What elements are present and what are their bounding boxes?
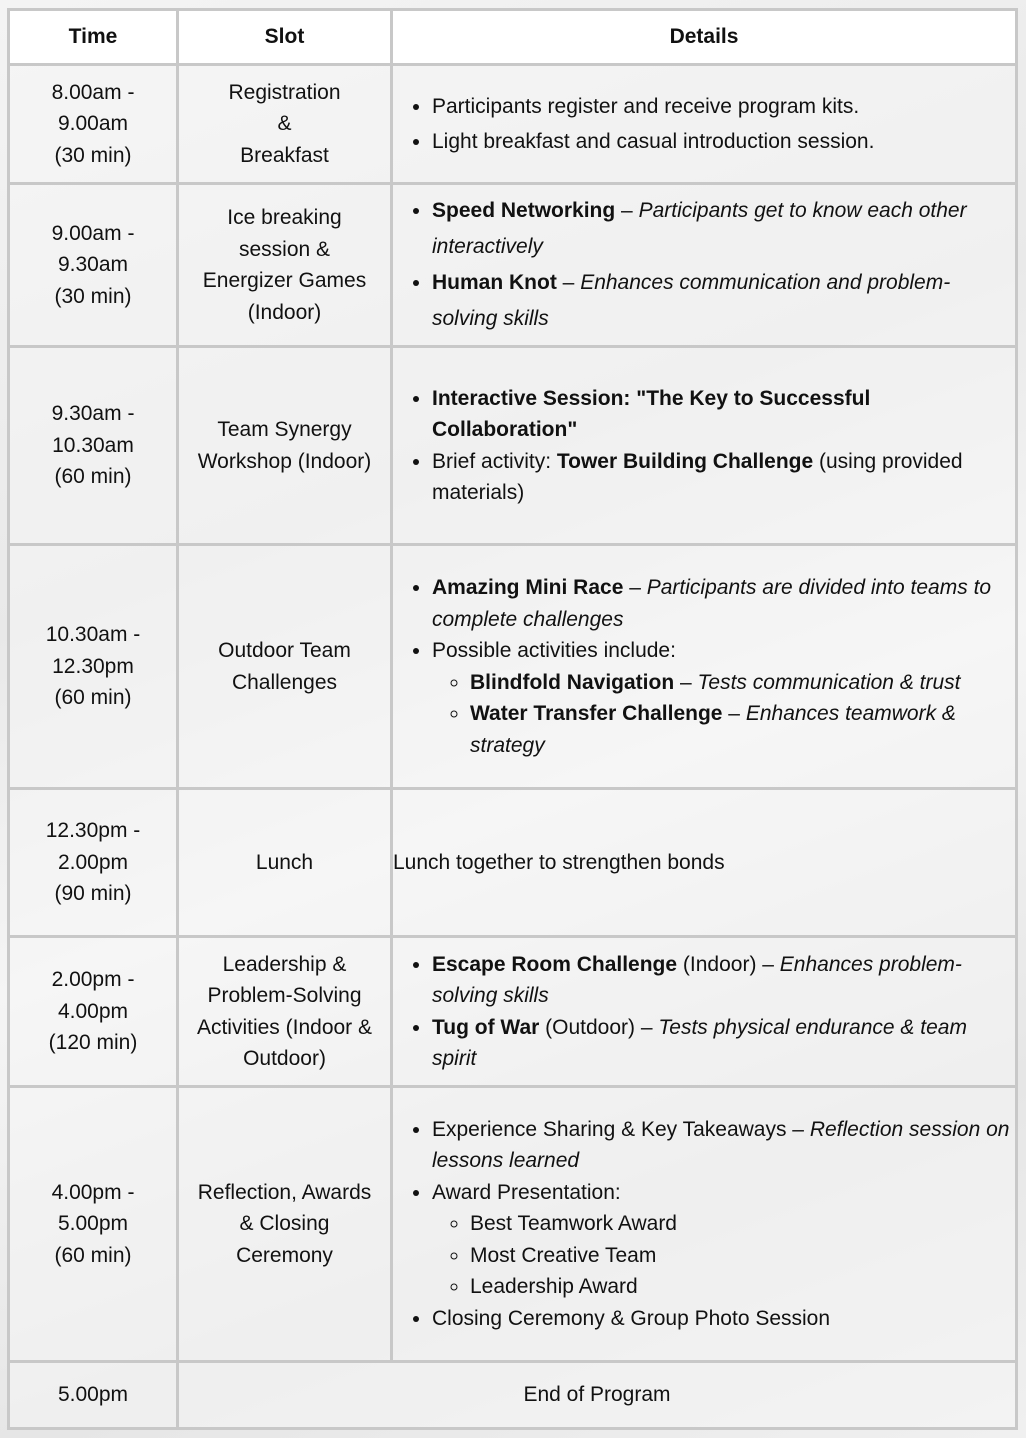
details-cell	[392, 545, 1017, 789]
sub-list	[432, 1208, 1015, 1303]
details-list	[393, 572, 1015, 761]
details-list	[393, 949, 1015, 1075]
time-cell: 10.30am - 12.30pm (60 min)	[9, 545, 178, 789]
details-list	[393, 1114, 1015, 1335]
list-item: • Tug of War (Outdoor) – Tests physical endurance & team spirit	[432, 1012, 1015, 1075]
table-row	[9, 937, 1017, 1087]
list-item: • Amazing Mini Race – Participants are divided into teams to complete challenges	[432, 572, 1015, 635]
list-item: • Brief activity: Tower Building Challenge (using provided materials)	[432, 446, 1015, 509]
schedule-table	[7, 8, 1018, 1430]
table-row	[9, 65, 1017, 184]
header-time: Time	[9, 10, 178, 65]
end-of-program-cell: End of Program	[178, 1362, 1017, 1429]
final-row	[9, 1362, 1017, 1429]
list-item: • Human Knot – Enhances communication and problem-solving skills	[432, 265, 1015, 337]
slot-cell: Ice breaking session & Energizer Games (Indoor)	[178, 184, 392, 347]
slot-cell: Outdoor Team Challenges	[178, 545, 392, 789]
list-item: • Interactive Session: "The Key to Successful Collaboration"	[432, 383, 1015, 446]
list-item: • Experience Sharing & Key Takeaways – Reflection session on lessons learned	[432, 1114, 1015, 1177]
slot-cell: Registration & Breakfast	[178, 65, 392, 184]
slot-cell: Team Synergy Workshop (Indoor)	[178, 347, 392, 545]
table-row	[9, 545, 1017, 789]
time-cell: 4.00pm - 5.00pm (60 min)	[9, 1087, 178, 1362]
header-details: Details	[392, 10, 1017, 65]
details-list	[393, 383, 1015, 509]
details-cell	[392, 937, 1017, 1087]
time-cell: 9.00am - 9.30am (30 min)	[9, 184, 178, 347]
final-time-cell: 5.00pm	[9, 1362, 178, 1429]
table-row	[9, 347, 1017, 545]
table-row	[9, 184, 1017, 347]
details-cell	[392, 347, 1017, 545]
sub-list-item: ◦ Blindfold Navigation – Tests communication & trust	[470, 667, 1015, 699]
list-item: • Possible activities include: ◦ Blindfold Navigation – Tests communication & trust ◦ Water Transfer Challenge – Enhances teamwork & strategy	[432, 635, 1015, 761]
list-item: • Closing Ceremony & Group Photo Session	[432, 1303, 1015, 1335]
details-list	[393, 193, 1015, 337]
sub-list-item: ◦ Water Transfer Challenge – Enhances teamwork & strategy	[470, 698, 1015, 761]
sub-list-item: ◦ Most Creative Team	[470, 1240, 1015, 1272]
details-cell	[392, 184, 1017, 347]
table-row	[9, 789, 1017, 937]
slot-cell: Leadership & Problem-Solving Activities (Indoor & Outdoor)	[178, 937, 392, 1087]
sub-list-item: ◦ Leadership Award	[470, 1271, 1015, 1303]
time-cell: 9.30am - 10.30am (60 min)	[9, 347, 178, 545]
slot-cell: Lunch	[178, 789, 392, 937]
details-cell	[392, 789, 1017, 937]
time-cell: 8.00am - 9.00am (30 min)	[9, 65, 178, 184]
slot-cell: Reflection, Awards & Closing Ceremony	[178, 1087, 392, 1362]
list-item: • Speed Networking – Participants get to know each other interactively	[432, 193, 1015, 265]
list-item: • Award Presentation: ◦ Best Teamwork Award ◦ Most Creative Team ◦ Leadership Award	[432, 1177, 1015, 1303]
list-item: • Escape Room Challenge (Indoor) – Enhances problem-solving skills	[432, 949, 1015, 1012]
header-row	[9, 10, 1017, 65]
details-text: Lunch together to strengthen bonds	[393, 850, 725, 874]
list-item: • Participants register and receive program kits.	[432, 91, 1015, 123]
header-slot: Slot	[178, 10, 392, 65]
details-cell	[392, 1087, 1017, 1362]
details-list	[393, 91, 1015, 158]
list-item: • Light breakfast and casual introduction session.	[432, 126, 1015, 158]
time-cell: 12.30pm - 2.00pm (90 min)	[9, 789, 178, 937]
sub-list-item: ◦ Best Teamwork Award	[470, 1208, 1015, 1240]
table-row	[9, 1087, 1017, 1362]
sub-list	[432, 667, 1015, 762]
time-cell: 2.00pm - 4.00pm (120 min)	[9, 937, 178, 1087]
details-cell	[392, 65, 1017, 184]
